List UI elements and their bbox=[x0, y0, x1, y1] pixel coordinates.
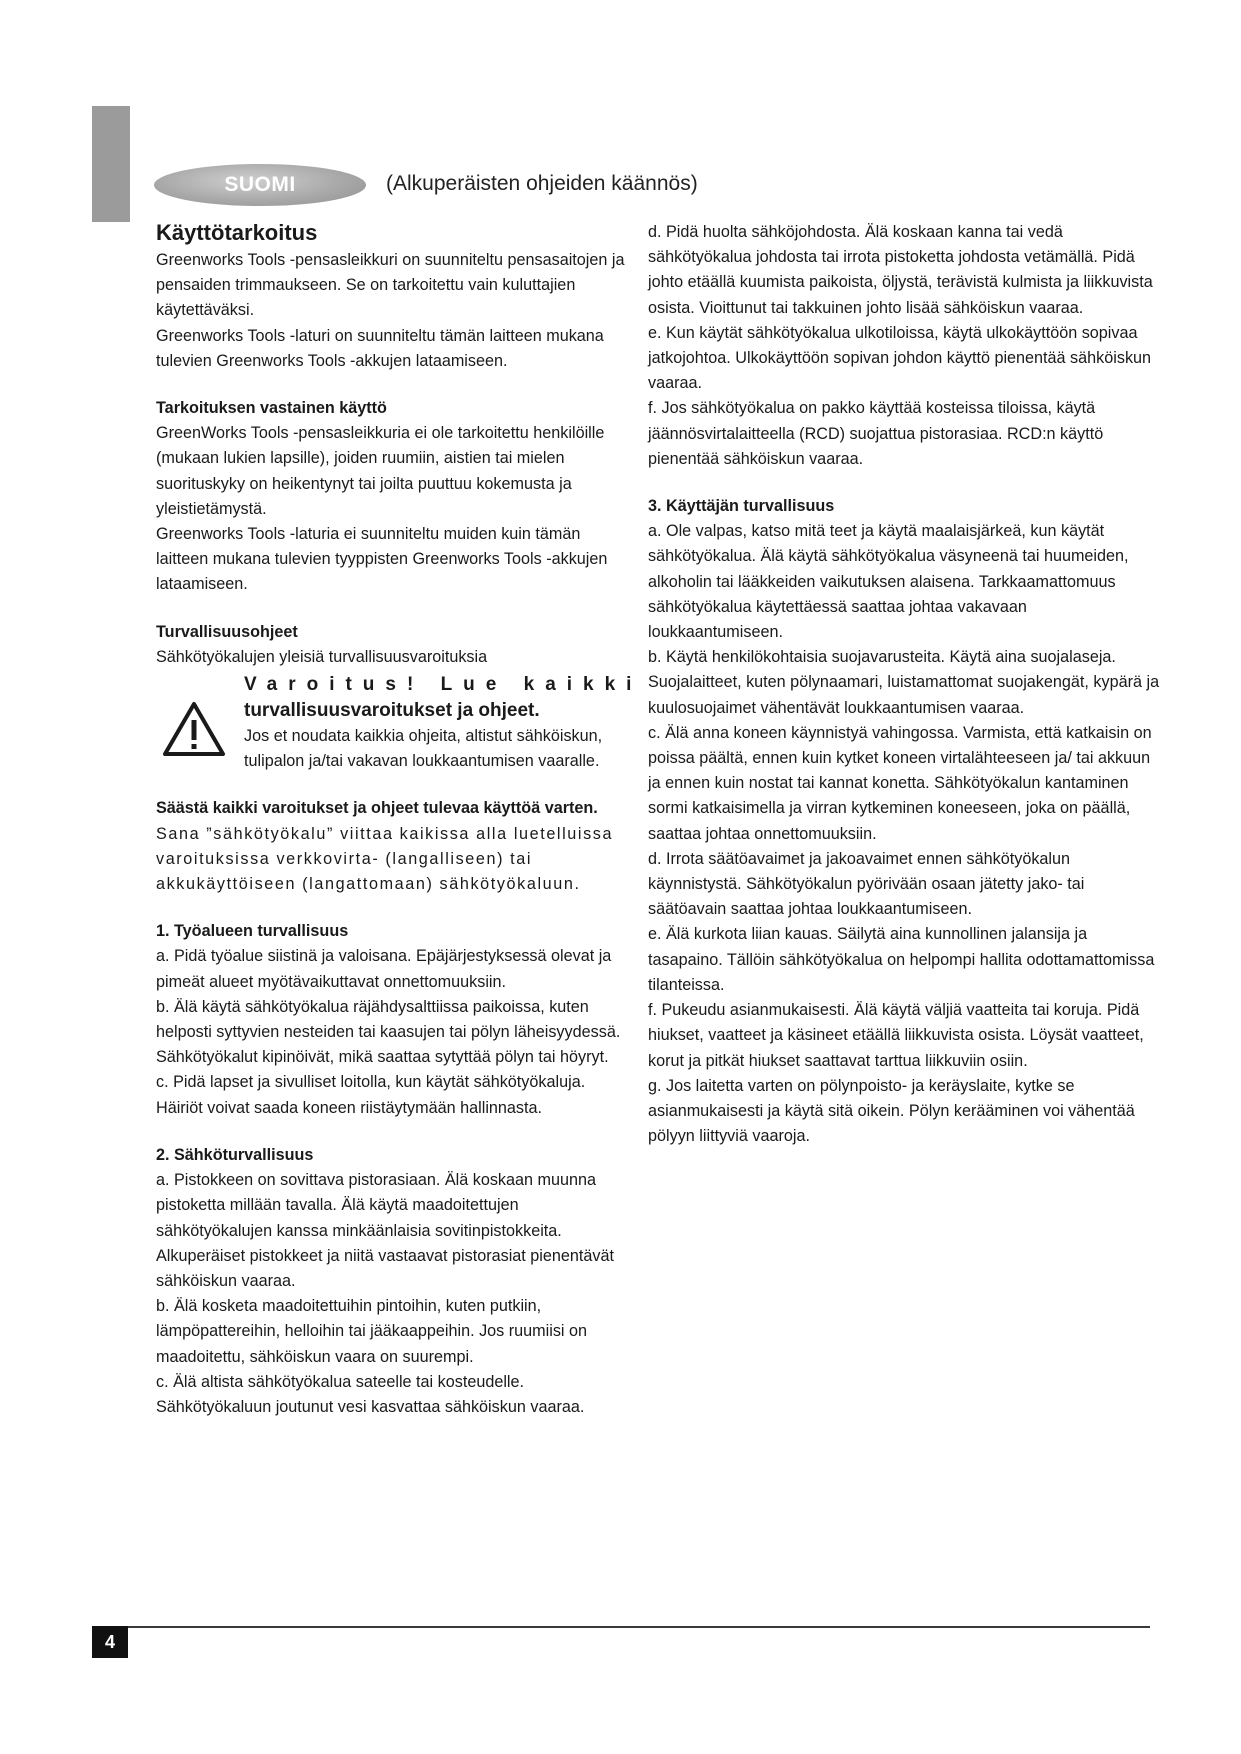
list-item: f. Pukeudu asianmukaisesti. Älä käytä väljiä vaatteita tai koruja. Pidä hiukset, vaatteet ja käsineet etäällä liikkuvista osista. Löysät vaatteet, korut ja pitkät hiukset saattavat tarttua liikkuviin osiin. bbox=[648, 1001, 1144, 1070]
section-title-intended-use: Käyttötarkoitus bbox=[156, 220, 318, 245]
heading-electrical-safety: 2. Sähköturvallisuus bbox=[156, 1145, 314, 1164]
list-item: b. Käytä henkilökohtaisia suojavarusteita. Käytä aina suojalaseja. Suojalaitteet, kuten pölynaamari, luistamattomat suojakengät, kypärä ja kuulosuojaimet vähentävät loukkaantumisen vaaraa. bbox=[648, 648, 1160, 717]
warning-title-2: turvallisuusvaroitukset ja ohjeet. bbox=[244, 700, 540, 722]
paragraph: Greenworks Tools -pensasleikkuri on suunniteltu pensasaitojen ja pensaiden trimmaukseen. Se on tarkoitettu vain kuluttajien käytettäväksi. bbox=[156, 251, 625, 320]
list-item: f. Jos sähkötyökalua on pakko käyttää kosteissa tiloissa, käytä jäännösvirtalaitteella (RCD) suojattua pistorasiaa. RCD:n käyttö pienentää sähköiskun vaaraa. bbox=[648, 399, 1104, 468]
paragraph: Greenworks Tools -laturi on suunniteltu tämän laitteen mukana tulevien Greenworks Tools -akkujen lataamiseen. bbox=[156, 326, 604, 370]
heading-safety: Turvallisuusohjeet bbox=[156, 622, 298, 641]
list-item: g. Jos laitetta varten on pölynpoisto- ja keräyslaite, kytke se asianmukaisesti ja käytä sitä oikein. Pölyn kerääminen voi vähentää pölyyn liittyviä vaaroja. bbox=[648, 1076, 1135, 1146]
list-item: a. Pidä työalue siistinä ja valoisana. Epäjärjestyksessä olevat ja pimeät alueet myötävaikuttavat onnettomuuksiin. bbox=[156, 947, 612, 991]
list-item: e. Älä kurkota liian kauas. Säilytä aina kunnollinen jalansija ja tasapaino. Tällöin sähkötyökalua on helpompi hallita odottamattomissa tilanteissa. bbox=[648, 925, 1155, 994]
warning-triangle-icon bbox=[162, 700, 226, 758]
warning-text: Jos et noudata kaikkia ohjeita, altistut sähköiskun, tulipalon ja/tai vakavan loukkaantumisen vaaralle. bbox=[244, 727, 603, 771]
heading-personal-safety: 3. Käyttäjän turvallisuus bbox=[648, 497, 835, 516]
page-number: 4 bbox=[92, 1626, 128, 1658]
translation-note: (Alkuperäisten ohjeiden käännös) bbox=[386, 172, 698, 195]
paragraph: Greenworks Tools -laturia ei suunniteltu muiden kuin tämän laitteen mukana tulevien tyyppisten Greenworks Tools -akkujen lataamiseen. bbox=[156, 525, 608, 594]
list-item: c. Älä altista sähkötyökalua sateelle tai kosteudelle. Sähkötyökaluun joutunut vesi kasvattaa sähköiskun vaaraa. bbox=[156, 1372, 585, 1416]
warning-block bbox=[156, 672, 643, 774]
list-item: b. Älä käytä sähkötyökalua räjähdysalttiissa paikoissa, kuten helposti syttyvien nesteiden tai kaasujen tai pölyn läheisyydessä. Sähkötyökalut kipinöivät, mikä saattaa sytyttää pölyn tai höyryt. bbox=[156, 997, 621, 1067]
list-item: a. Pistokkeen on sovittava pistorasiaan. Älä koskaan muunna pistoketta millään tavalla. Älä käytä maadoitettujen sähkötyökalujen kanssa minkäänlaisia sovitinpistokkeita. Alkuperäiset pistokkeet ja niitä vastaavat pistorasiat pienentävät sähköiskun vaaraa. bbox=[156, 1171, 615, 1290]
list-item: e. Kun käytät sähkötyökalua ulkotiloissa, käytä ulkokäyttöön sopivaa jatkojohtoa. Ulkokäyttöön sopivan johdon käyttö pienentää sähköiskun vaaraa. bbox=[648, 323, 1152, 393]
language-badge: SUOMI bbox=[154, 164, 366, 206]
list-item: c. Pidä lapset ja sivulliset loitolla, kun käytät sähkötyökaluja. Häiriöt voivat saada koneen riistäytymään hallinnasta. bbox=[156, 1073, 586, 1117]
list-item: a. Ole valpas, katso mitä teet ja käytä maalaisjärkeä, kun käytät sähkötyökalua. Älä käytä sähkötyökalua väsyneenä tai huumeiden, alkoholin tai lääkkeiden vaikutuksen alaisena. Tarkkaamattomuus sähkötyökalua käytettäessä saattaa johtaa vakavaan loukkaantumiseen. bbox=[648, 522, 1129, 642]
footer-rule bbox=[92, 1626, 1150, 1628]
paragraph: Sana ”sähkötyökalu” viittaa kaikissa alla luetelluissa varoituksissa verkkovirta- (langalliseen) tai akkukäyttöiseen (langattomaan) sähkötyökaluun. bbox=[156, 824, 614, 894]
warning-title: Varoitus! Lue kaikki bbox=[244, 674, 643, 696]
right-column bbox=[648, 220, 1163, 1149]
paragraph: Sähkötyökalujen yleisiä turvallisuusvaroituksia bbox=[156, 647, 488, 666]
heading-save-warnings: Säästä kaikki varoitukset ja ohjeet tulevaa käyttöä varten. bbox=[156, 799, 598, 818]
left-column bbox=[156, 218, 643, 1420]
side-language-tab bbox=[92, 106, 130, 222]
list-item: d. Pidä huolta sähköjohdosta. Älä koskaan kanna tai vedä sähkötyökalua johdosta tai irrota pistoketta johdosta vetämällä. Pidä johto etäällä kuumista paikoista, öljystä, terävistä kulmista ja liikkuvista osista. Vioittunut tai takkuinen johto lisää sähköiskun vaaraa. bbox=[648, 223, 1153, 317]
heading-work-area-safety: 1. Työalueen turvallisuus bbox=[156, 922, 349, 941]
list-item: d. Irrota säätöavaimet ja jakoavaimet ennen sähkötyökalun käynnistystä. Sähkötyökalun pyörivään osaan jätetty jako- tai säätöavain saattaa johtaa loukkaantumiseen. bbox=[648, 849, 1085, 919]
list-item: b. Älä kosketa maadoitettuihin pintoihin, kuten putkiin, lämpöpattereihin, helloihin tai jääkaappeihin. Jos ruumiisi on maadoitettu, sähköiskun vaara on suurempi. bbox=[156, 1297, 588, 1366]
heading-misuse: Tarkoituksen vastainen käyttö bbox=[156, 399, 387, 418]
list-item: c. Älä anna koneen käynnistyä vahingossa. Varmista, että katkaisin on poissa päältä, ennen kuin kytket koneen virtalähteeseen ja/ tai akkuun ja ennen kuin nostat tai kannat konetta. Sähkötyökalun kantaminen sormi katkaisimella ja virran kytkeminen koneeseen, joka on päällä, saattaa johtaa onnettomuuksiin. bbox=[648, 723, 1152, 843]
paragraph: GreenWorks Tools -pensasleikkuria ei ole tarkoitettu henkilöille (mukaan lukien lapsille), joiden ruumiin, aistien tai mielen suorituskyky on heikentynyt tai joilta puuttuu kokemusta ja yleistietämystä. bbox=[156, 424, 605, 518]
